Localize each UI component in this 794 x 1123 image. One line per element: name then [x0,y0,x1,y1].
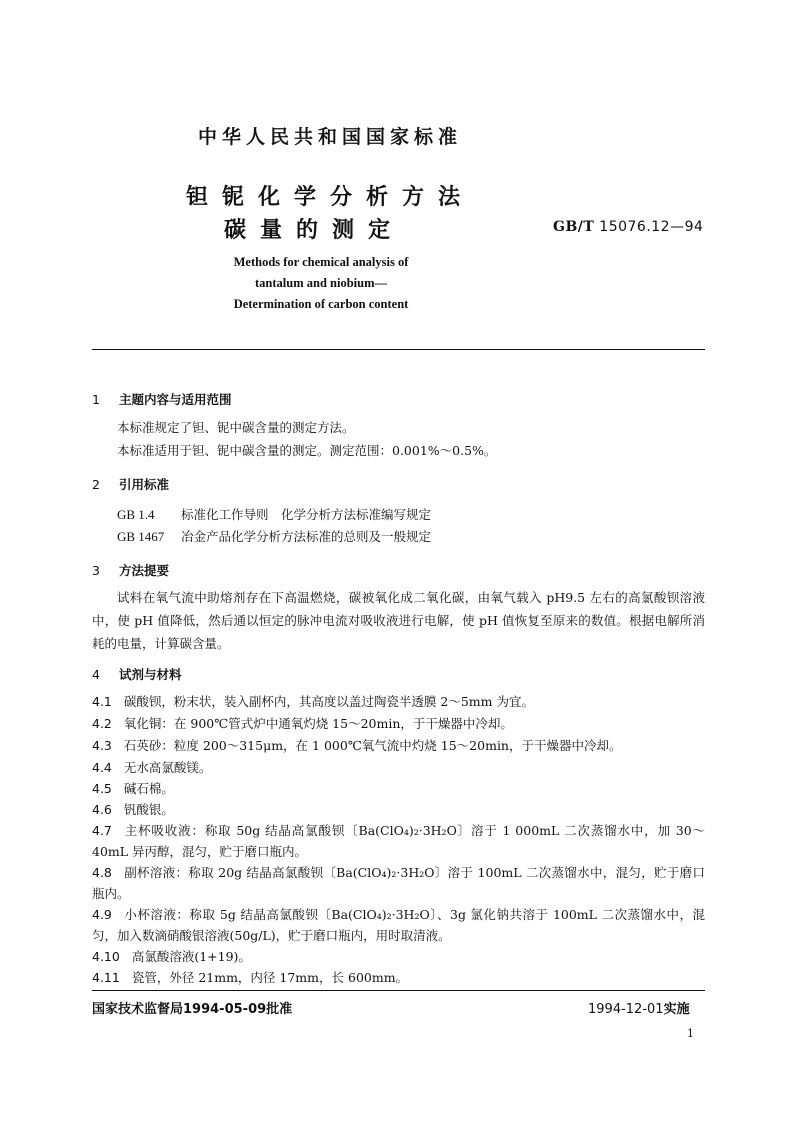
section-heading [92,474,169,493]
item-number: 4.10 [92,949,120,964]
section-number: 3 [92,563,100,578]
english-title-line: Methods for chemical analysis of [233,255,409,269]
approval-note: 国家技术监督局1994-05-09批准 [92,1002,293,1017]
item-number: 4.8 [92,865,112,880]
item-number: 4.3 [92,738,112,753]
document-title-line1: 钽铌化学分析方法 [185,185,474,210]
paragraph: 本标准规定了钽、铌中碳含量的测定方法。 [117,420,355,435]
reagent-item [92,904,705,946]
reagent-item [92,691,705,712]
reagent-item [92,820,705,862]
item-number: 4.4 [92,760,112,775]
reagent-item [92,713,705,734]
item-text: 碱石棉。 [123,781,174,796]
section-title: 引用标准 [119,477,170,492]
reference-title: 标准化工作导则 化学分析方法标准编写规定 [181,507,432,522]
reagent-item [92,778,705,799]
standard-prefix: GB/T [553,219,595,235]
standard-number: 15076.12—94 [599,219,704,235]
item-number: 4.7 [92,823,112,838]
item-number: 4.11 [92,970,120,985]
section-number: 4 [92,667,100,682]
section-heading [92,389,232,408]
item-number: 4.1 [92,694,112,709]
paragraph: 试料在氧气流中助熔剂存在下高温燃烧，碳被氧化成二氧化碳，由氧气载入 pH9.5 左右的高氯酸钡溶液中，使 pH 值降低，然后通以恒定的脉冲电流对吸收液进行电解，使 pH 值恢复至原来的数值。根据电解所消耗的电量，计算碳含量。 [92,590,705,651]
effective-label: 实施 [663,1002,690,1017]
section-heading [92,560,169,579]
english-title-line: tantalum and niobium— [255,276,387,290]
section-title: 试剂与材料 [119,667,182,682]
reagent-item [92,946,705,967]
item-text: 氧化铜：在 900℃管式炉中通氧灼烧 15～20min，于干燥器中冷却。 [123,716,513,731]
item-text: 无水高氯酸镁。 [123,760,212,775]
paragraph: 本标准适用于钽、铌中碳含量的测定。测定范围：0.001%～0.5%。 [117,443,497,458]
item-text: 钒酸银。 [123,802,174,817]
item-number: 4.5 [92,781,112,796]
english-title-line: Determination of carbon content [233,297,409,311]
reagent-item [92,967,705,988]
reagent-item [92,757,705,778]
reference-title: 冶金产品化学分析方法标准的总则及一般规定 [181,529,432,544]
reference-item [117,527,431,545]
reference-item [117,505,431,523]
item-number: 4.2 [92,716,112,731]
header-divider [92,349,705,350]
reference-code: GB 1.4 [117,507,155,522]
item-text: 高氯酸溶液(1+19)。 [131,949,251,964]
reagent-item [92,735,705,756]
item-number: 4.6 [92,802,112,817]
item-text: 石英砂：粒度 200～315μm，在 1 000℃氧气流中灼烧 15～20min，于干燥器中冷却。 [123,738,622,753]
english-title [196,252,446,315]
section-number: 2 [92,477,100,492]
effective-date: 1994-12-01 [588,1002,664,1017]
item-text: 小杯溶液：称取 5g 结晶高氯酸钡〔Ba(ClO₄)₂·3H₂O〕、3g 氯化钠共溶于 100mL 二次蒸馏水中，混匀，加入数滴硝酸银溶液(50g/L)，贮于磨口瓶内，用时取清液。 [92,907,705,943]
page-number: 1 [687,1027,694,1040]
standard-type-heading: 中华人民共和国国家标准 [197,126,462,148]
standard-code [553,219,703,235]
item-text: 副杯溶液：称取 20g 结晶高氯酸钡〔Ba(ClO₄)₂·3H₂O〕溶于 100mL 二次蒸馏水中，混匀，贮于磨口瓶内。 [92,865,705,901]
footer-divider [92,990,705,991]
reagent-item [92,799,705,820]
item-text: 碳酸钡，粉末状，装入副杯内，其高度以盖过陶瓷半透膜 2～5mm 为宜。 [123,694,534,709]
section-title: 主题内容与适用范围 [119,392,232,407]
section-title: 方法提要 [119,563,170,578]
effective-note [588,998,690,1017]
document-title-line2: 碳量的测定 [223,218,404,243]
reference-code: GB 1467 [117,529,165,544]
reagent-item [92,862,705,904]
item-text: 主杯吸收液：称取 50g 结晶高氯酸钡〔Ba(ClO₄)₂·3H₂O〕溶于 1 000mL 二次蒸馏水中，加 30～40mL 异丙醇，混匀，贮于磨口瓶内。 [92,823,705,859]
item-text: 瓷管，外径 21mm，内径 17mm，长 600mm。 [131,970,409,985]
section-heading [92,664,182,683]
section-number: 1 [92,392,100,407]
item-number: 4.9 [92,907,112,922]
